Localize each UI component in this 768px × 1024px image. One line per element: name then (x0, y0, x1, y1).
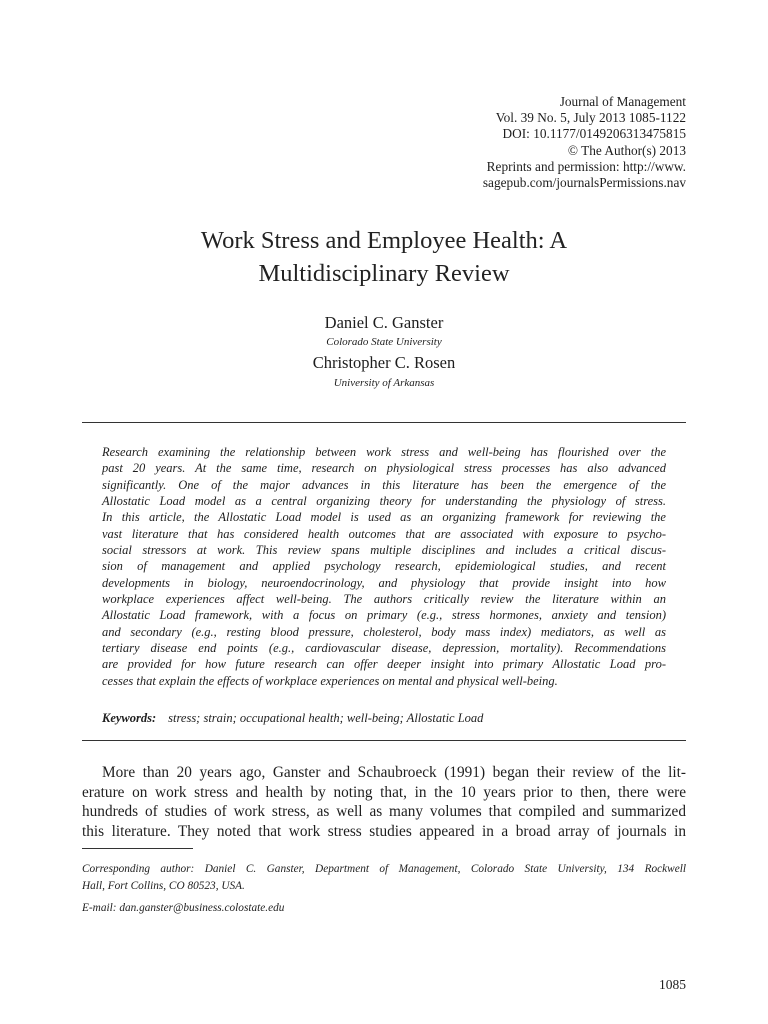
abstract-top-rule (82, 422, 686, 423)
abstract-line: sion of management and applied psychology research, epidemiological studies, and recent (102, 559, 666, 574)
keywords-label: Keywords: (102, 711, 157, 725)
abstract-line: Allostatic Load framework, with a focus on primary (e.g., stress hormones, anxiety and tension) (102, 608, 666, 623)
body-line: erature on work stress and health by noting that, in the 10 years prior to then, there were (82, 783, 686, 801)
author-affiliation-1: Colorado State University (326, 336, 442, 348)
abstract-line: social stressors at work. This review spans multiple disciplines and includes a critical discus- (102, 543, 666, 558)
body-paragraph (82, 763, 686, 841)
author-name-2: Christopher C. Rosen (312, 353, 456, 372)
abstract-line: significantly. One of the major advances in this literature has been the emergence of the (102, 477, 666, 492)
abstract-line: Research examining the relationship between work stress and well-being has flourished over the (102, 445, 666, 459)
article-title-line-1: Work Stress and Employee Health: A (200, 227, 568, 254)
journal-copyright: © The Author(s) 2013 (567, 142, 686, 158)
keywords (102, 710, 483, 726)
journal-metadata (483, 94, 686, 191)
abstract (102, 444, 666, 689)
corresponding-author-line-1: Corresponding author: Daniel C. Ganster, Department of Management, Colorado State University, 134 Rockwell (82, 863, 686, 875)
body-line: this literature. They noted that work stress studies appeared in a broad array of journals in (82, 822, 686, 840)
footnote-rule (82, 848, 193, 849)
abstract-line: In this article, the Allostatic Load model is used as an organizing framework for reviewing the (102, 510, 666, 525)
email-line: E-mail: dan.ganster@business.colostate.edu (82, 902, 285, 914)
keywords-text: stress; strain; occupational health; well-being; Allostatic Load (168, 711, 484, 725)
abstract-line: vast literature that has considered health outcomes that are associated with exposure to psycho- (102, 526, 666, 541)
abstract-line: developments in biology, neuroendocrinology, and physiology that provide insight into how (102, 575, 666, 590)
abstract-line: cesses that explain the effects of workplace experiences on mental and physical well-being. (102, 673, 558, 688)
abstract-line: Allostatic Load model as a central organizing theory for understanding the physiology of stress. (102, 494, 666, 509)
abstract-line: past 20 years. At the same time, research on physiological stress processes has also advanced (102, 461, 666, 476)
journal-doi: DOI: 10.1177/0149206313475815 (502, 126, 686, 142)
author-name-1: Daniel C. Ganster (324, 313, 444, 332)
body-line: More than 20 years ago, Ganster and Schaubroeck (1991) began their review of the lit- (102, 764, 686, 781)
article-title (0, 224, 768, 290)
abstract-line: are provided for how future research can offer deeper insight into primary Allostatic Load pro- (102, 657, 666, 672)
author-affiliation-2: University of Arkansas (333, 377, 435, 389)
journal-name: Journal of Management (559, 94, 686, 109)
corresponding-author-line-2: Hall, Fort Collins, CO 80523, USA. (82, 880, 245, 892)
journal-reprints-line-2: sagepub.com/journalsPermissions.nav (482, 175, 686, 191)
abstract-line: and secondary (e.g., resting blood pressure, cholesterol, body mass index) mediators, as well as (102, 624, 666, 639)
email-note (82, 900, 686, 917)
journal-reprints-line-1: Reprints and permission: http://www. (486, 158, 686, 174)
abstract-bottom-rule (82, 740, 686, 741)
article-title-line-2: Multidisciplinary Review (258, 260, 510, 287)
page-number: 1085 (659, 977, 686, 992)
abstract-line: workplace experiences affect well-being. The authors critically review the literature within an (102, 592, 666, 607)
body-line: hundreds of studies of work stress, as well as many volumes that compiled and summarized (82, 803, 686, 820)
corresponding-author-note (82, 861, 686, 895)
abstract-line: tertiary disease end points (e.g., cardiovascular disease, depression, mortality). Recommendations (102, 641, 666, 656)
journal-volume: Vol. 39 No. 5, July 2013 1085-1122 (495, 110, 686, 126)
